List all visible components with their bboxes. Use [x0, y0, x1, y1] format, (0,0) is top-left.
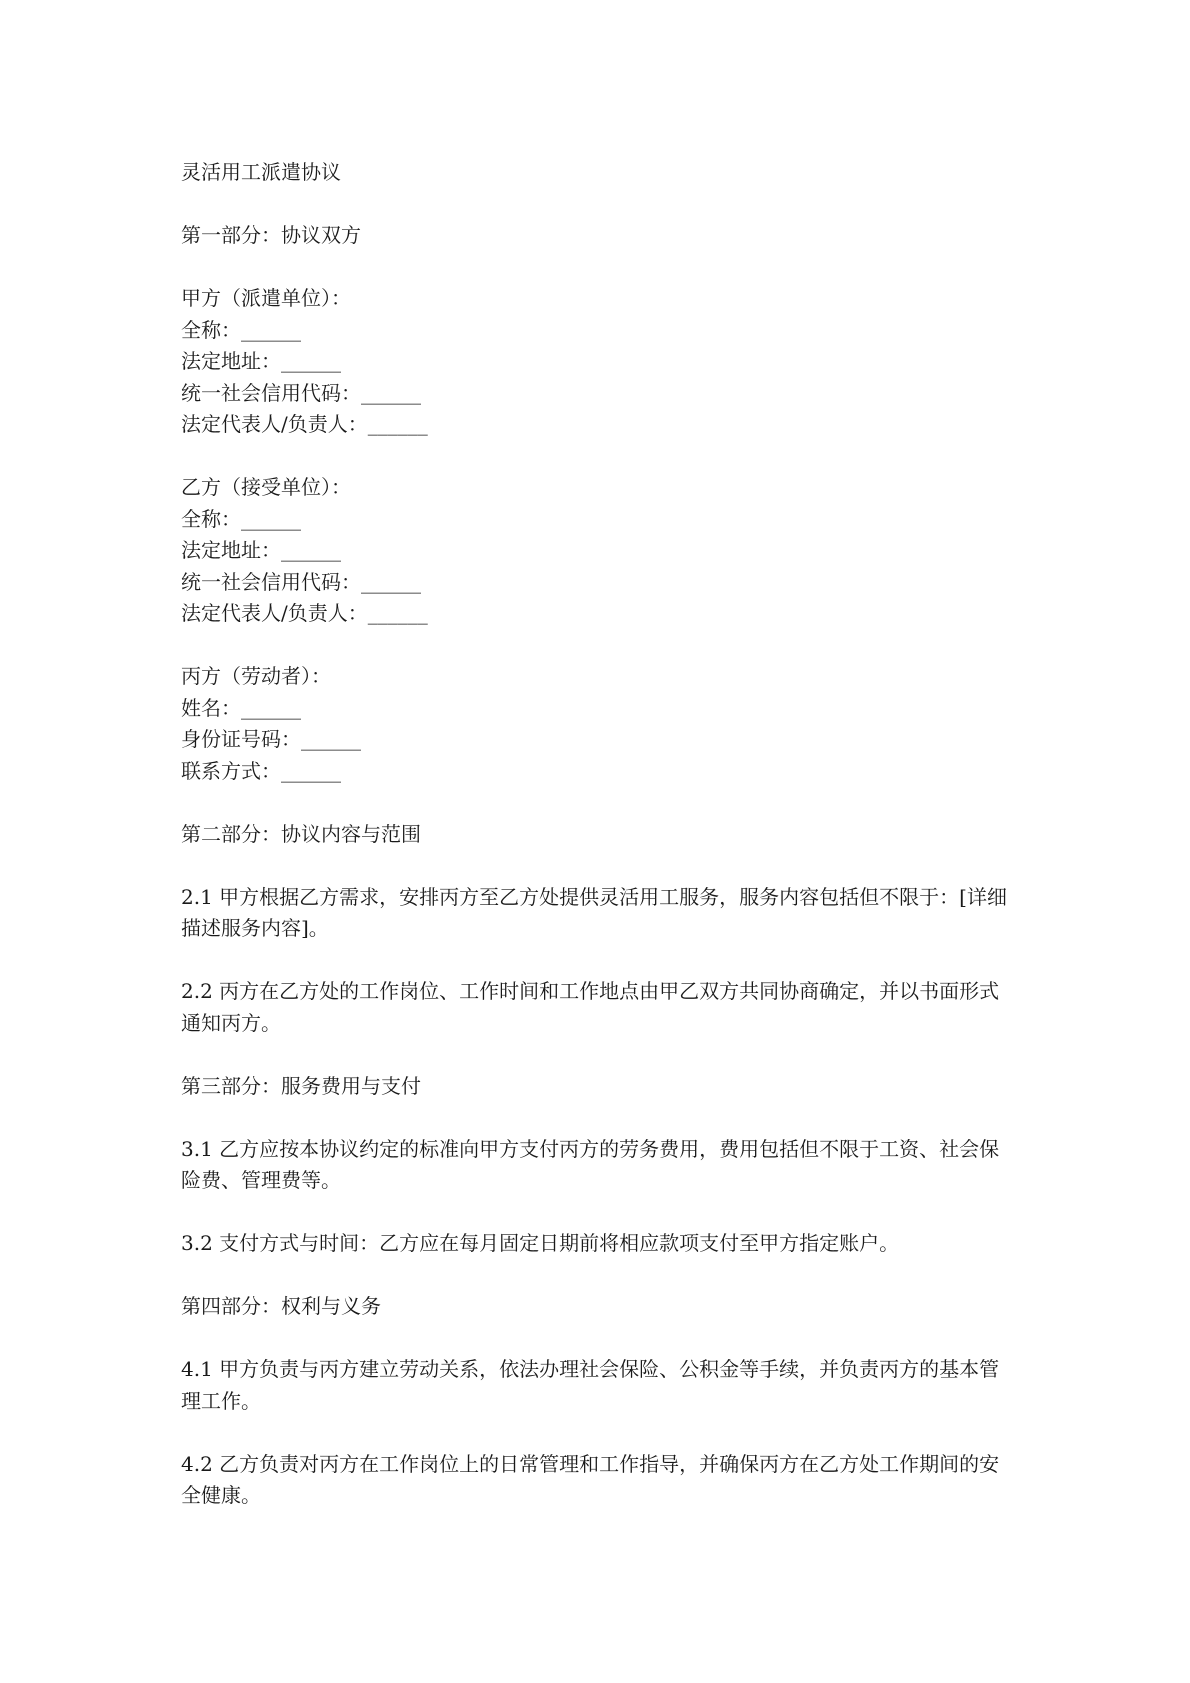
part3-heading: 第三部分：服务费用与支付: [181, 1073, 421, 1098]
clause-3-1: 3.1 乙方应按本协议约定的标准向甲方支付丙方的劳务费用，费用包括但不限于工资、社会保险费、管理费等。: [181, 1136, 1000, 1192]
clause-3-2: 3.2 支付方式与时间：乙方应在每月固定日期前将相应款项支付至甲方指定账户。: [181, 1231, 900, 1255]
party-a-name: 全称：______: [181, 317, 301, 342]
clause-4-1: 4.1 甲方负责与丙方建立劳动关系，依法办理社会保险、公积金等手续，并负责丙方的基本管理工作。: [181, 1357, 1000, 1413]
party-c-label: 丙方（劳动者）：: [181, 664, 331, 688]
part1-heading: 第一部分：协议双方: [181, 223, 361, 247]
document-body: [181, 157, 1011, 1543]
document-title: 灵活用工派遣协议: [181, 160, 341, 184]
party-a-representative: 法定代表人/负责人：______: [181, 412, 428, 436]
clause-2-1: 2.1 甲方根据乙方需求，安排丙方至乙方处提供灵活用工服务，服务内容包括但不限于：[详细描述服务内容]。: [181, 884, 1007, 940]
party-b-representative: 法定代表人/负责人：______: [181, 601, 428, 625]
party-b-block: [181, 472, 1011, 630]
part2-heading: 第二部分：协议内容与范围: [181, 821, 421, 846]
party-b-label: 乙方（接受单位）：: [181, 475, 351, 499]
party-c-name: 姓名：______: [181, 695, 301, 720]
party-a-block: [181, 283, 1011, 441]
party-b-name: 全称：______: [181, 506, 301, 531]
party-c-id-number: 身份证号码：______: [181, 727, 361, 751]
clause-2-2: 2.2 丙方在乙方处的工作岗位、工作时间和工作地点由甲乙双方共同协商确定，并以书面形式通知丙方。: [181, 979, 1000, 1035]
party-a-label: 甲方（派遣单位）：: [181, 286, 351, 310]
party-c-block: [181, 661, 1011, 787]
party-b-credit-code: 统一社会信用代码：______: [181, 569, 421, 594]
party-c-contact: 联系方式：______: [181, 758, 341, 783]
party-b-address: 法定地址：______: [181, 538, 341, 562]
party-a-credit-code: 统一社会信用代码：______: [181, 380, 421, 405]
party-a-address: 法定地址：______: [181, 349, 341, 373]
clause-4-2: 4.2 乙方负责对丙方在工作岗位上的日常管理和工作指导，并确保丙方在乙方处工作期间的安全健康。: [181, 1451, 1000, 1507]
part4-heading: 第四部分：权利与义务: [181, 1294, 381, 1318]
